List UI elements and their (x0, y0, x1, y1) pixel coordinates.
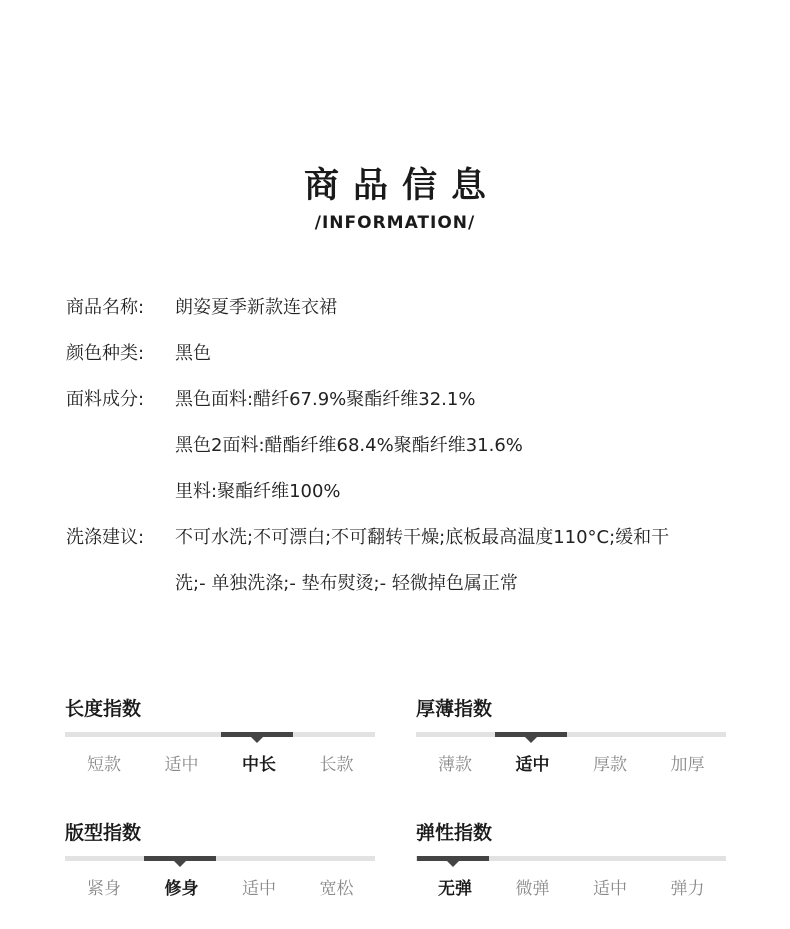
elasticity-index-indicator (417, 856, 489, 861)
length-option: 适中 (164, 755, 199, 775)
elasticity-index-options (416, 874, 726, 898)
thickness-option: 适中 (515, 755, 550, 775)
thickness-option: 加厚 (670, 755, 705, 775)
elasticity-option: 适中 (593, 879, 627, 899)
elasticity-index-title: 弹性指数 (416, 822, 493, 844)
length-index-title: 长度指数 (65, 698, 142, 720)
thickness-index-track (416, 732, 726, 737)
fit-index-options (65, 874, 375, 898)
fit-index-indicator (144, 856, 216, 861)
elasticity-option: 弹力 (670, 879, 705, 899)
thickness-index-indicator (495, 732, 567, 737)
fit-option: 修身 (164, 879, 199, 899)
thickness-index-options (416, 750, 726, 774)
section-subtitle: /INFORMATION/ (314, 213, 476, 233)
fabric-label: 面料成分: (66, 389, 145, 410)
elasticity-option: 无弹 (438, 879, 472, 899)
fabric-line-1: 黑色面料:醋纤67.9%聚酯纤维32.1% (175, 389, 476, 410)
thickness-option: 厚款 (593, 755, 627, 775)
length-index-indicator (221, 732, 293, 737)
section-title: 商品信息 (303, 166, 500, 206)
thickness-index-title: 厚薄指数 (416, 698, 493, 720)
elasticity-option: 微弹 (515, 879, 550, 899)
fabric-line-3: 里料:聚酯纤维100% (175, 481, 341, 502)
length-option: 长款 (319, 755, 354, 775)
color-value: 黑色 (175, 343, 211, 364)
wash-label: 洗涤建议: (66, 527, 145, 548)
fabric-line-2: 黑色2面料:醋酯纤维68.4%聚酯纤维31.6% (175, 435, 523, 456)
wash-line-2: 洗;- 单独洗涤;- 垫布熨烫;- 轻微掉色属正常 (175, 573, 518, 594)
fit-option: 紧身 (87, 879, 121, 899)
wash-line-1: 不可水洗;不可漂白;不可翻转干燥;底板最高温度110°C;缓和干 (175, 527, 670, 548)
elasticity-index-track (416, 856, 726, 861)
fit-index-track (65, 856, 375, 861)
fit-option: 适中 (242, 879, 276, 899)
length-option: 中长 (242, 755, 276, 775)
thickness-option: 薄款 (438, 755, 472, 775)
fit-option: 宽松 (319, 879, 354, 899)
length-index-track (65, 732, 375, 737)
product-name-label: 商品名称: (66, 297, 145, 318)
length-index-options (65, 750, 375, 774)
fit-index-title: 版型指数 (65, 822, 142, 844)
length-option: 短款 (87, 755, 121, 775)
product-name-value: 朗姿夏季新款连衣裙 (175, 297, 337, 318)
color-label: 颜色种类: (66, 343, 145, 364)
